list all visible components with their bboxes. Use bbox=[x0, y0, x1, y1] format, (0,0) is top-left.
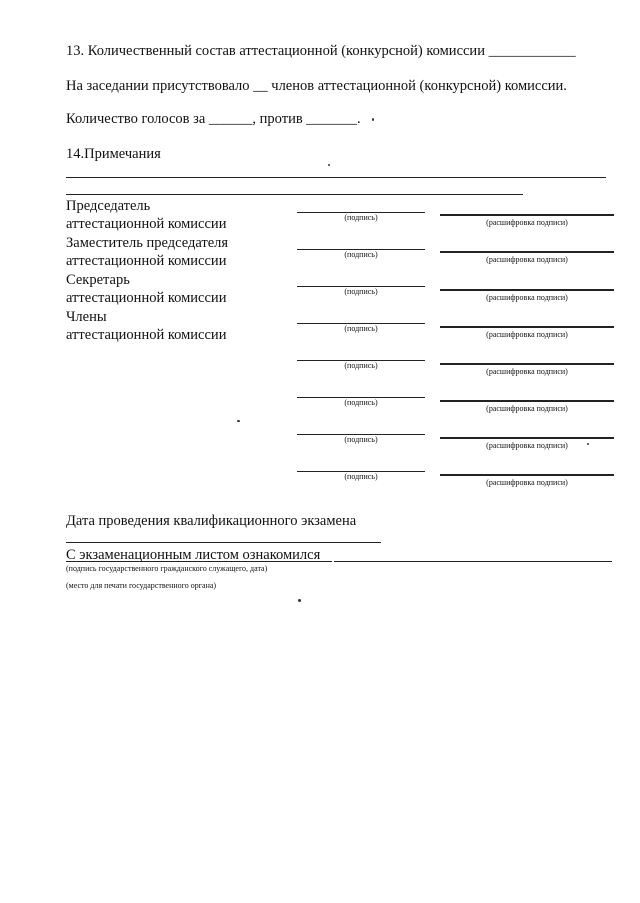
attendance-line: На заседании присутствовало __ членов аттестационной (конкурсной) комиссии. bbox=[66, 78, 567, 94]
signature-caption: (подпись) bbox=[344, 324, 378, 333]
stamp-caption: (место для печати государственного органа) bbox=[66, 581, 217, 590]
signature-caption: (подпись) bbox=[344, 472, 378, 481]
deputy-commission-label: аттестационной комиссии bbox=[66, 253, 227, 269]
decode-line bbox=[440, 289, 614, 291]
decode-line bbox=[440, 251, 614, 253]
members-commission-label: аттестационной комиссии bbox=[66, 327, 227, 343]
acquainted-line bbox=[334, 561, 612, 562]
decode-caption: (расшифровка подписи) bbox=[486, 293, 568, 302]
signature-caption: (подпись) bbox=[344, 213, 378, 222]
votes-line: Количество голосов за ______, против _______. bbox=[66, 111, 361, 127]
notes-line-2 bbox=[66, 194, 523, 195]
notes-line-1 bbox=[66, 177, 606, 178]
signature-caption: (подпись) bbox=[344, 435, 378, 444]
signature-caption: (подпись) bbox=[344, 398, 378, 407]
secretary-label: Секретарь bbox=[66, 272, 130, 288]
scan-speck bbox=[298, 599, 301, 602]
exam-date-label: Дата проведения квалификационного экзамена bbox=[66, 513, 357, 529]
decode-caption: (расшифровка подписи) bbox=[486, 218, 568, 227]
decode-line bbox=[440, 474, 614, 476]
deputy-label: Заместитель председателя bbox=[66, 235, 229, 251]
acquainted-underline bbox=[66, 561, 332, 562]
decode-line bbox=[440, 363, 614, 365]
acquainted-caption: (подпись государственного гражданского служащего, дата) bbox=[66, 564, 268, 573]
signature-caption: (подпись) bbox=[344, 287, 378, 296]
scan-speck bbox=[328, 164, 330, 166]
notes-heading: 14.Примечания bbox=[66, 146, 161, 162]
decode-line bbox=[440, 437, 614, 439]
decode-caption: (расшифровка подписи) bbox=[486, 441, 568, 450]
signature-caption: (подпись) bbox=[344, 361, 378, 370]
chairman-commission-label: аттестационной комиссии bbox=[66, 216, 227, 232]
commission-size-line: 13. Количественный состав аттестационной (конкурсной) комиссии ____________ bbox=[66, 43, 576, 59]
scan-speck bbox=[372, 118, 374, 121]
scan-speck bbox=[237, 420, 240, 422]
scan-speck bbox=[587, 443, 589, 445]
acquainted-label: С экзаменационным листом ознакомился bbox=[66, 547, 321, 563]
secretary-commission-label: аттестационной комиссии bbox=[66, 290, 227, 306]
decode-line bbox=[440, 214, 614, 216]
decode-caption: (расшифровка подписи) bbox=[486, 478, 568, 487]
members-label: Члены bbox=[66, 309, 107, 325]
decode-caption: (расшифровка подписи) bbox=[486, 330, 568, 339]
chairman-label: Председатель bbox=[66, 198, 151, 214]
decode-line bbox=[440, 400, 614, 402]
signature-caption: (подпись) bbox=[344, 250, 378, 259]
decode-line bbox=[440, 326, 614, 328]
exam-date-line bbox=[66, 542, 381, 543]
decode-caption: (расшифровка подписи) bbox=[486, 255, 568, 264]
decode-caption: (расшифровка подписи) bbox=[486, 367, 568, 376]
decode-caption: (расшифровка подписи) bbox=[486, 404, 568, 413]
